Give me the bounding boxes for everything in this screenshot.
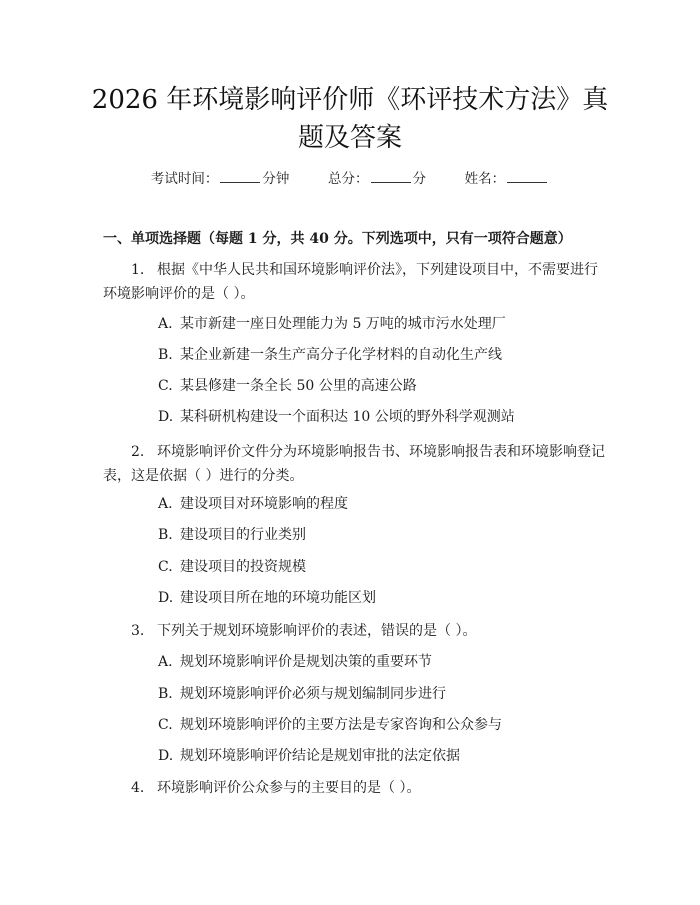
document-title-line-2: 题及答案 (297, 123, 402, 153)
exam-meta (0, 167, 700, 187)
question-text: 环境影响评价文件分为环境影响报告书、环境影响报告表和环境影响登记 (157, 444, 605, 460)
question-text-cont: 环境影响评价的是（ ）。 (103, 286, 255, 302)
question-4 (103, 776, 603, 800)
option-3b: B. 规划环境影响评价必须与规划编制同步进行 (158, 686, 446, 702)
question-text: 根据《中华人民共和国环境影响评价法》，下列建设项目中，不需要进行 (157, 262, 598, 278)
option-3d: D. 规划环境影响评价结论是规划审批的法定依据 (158, 748, 460, 764)
option-3c: C. 规划环境影响评价的主要方法是专家咨询和公众参与 (158, 717, 502, 733)
question-text: 下列关于规划环境影响评价的表述，错误的是（ ）。 (157, 623, 477, 639)
question-1 (103, 258, 603, 306)
question-number: 2. (131, 444, 145, 460)
option-3a: A. 规划环境影响评价是规划决策的重要环节 (158, 654, 432, 670)
document-title-line-1: 2026 年环境影响评价师《环评技术方法》真 (91, 85, 609, 115)
question-number: 4. (131, 780, 145, 796)
option-1b: B. 某企业新建一条生产高分子化学材料的自动化生产线 (158, 347, 502, 363)
question-3 (103, 619, 603, 643)
question-number: 3. (131, 623, 145, 639)
question-number: 1. (131, 262, 145, 278)
question-text: 环境影响评价公众参与的主要目的是（ ）。 (157, 780, 421, 796)
time-label: 考试时间： (150, 171, 219, 187)
score-label: 总分： (328, 171, 369, 187)
option-2a: A. 建设项目对环境影响的程度 (158, 496, 348, 512)
section-title: 一、单项选择题（每题 1 分，共 40 分。下列选项中，只有一项符合题意） (103, 231, 572, 247)
question-text-cont: 表，这是依据（ ）进行的分类。 (103, 468, 304, 484)
time-blank (220, 170, 260, 183)
option-1a: A. 某市新建一座日处理能力为 5 万吨的城市污水处理厂 (158, 316, 506, 332)
name-label: 姓名： (464, 171, 506, 187)
option-2b: B. 建设项目的行业类别 (158, 527, 306, 543)
question-2 (103, 440, 603, 488)
option-1d: D. 某科研机构建设一个面积达 10 公顷的野外科学观测站 (158, 409, 515, 425)
option-1c: C. 某县修建一条全长 50 公里的高速公路 (158, 378, 417, 394)
option-2c: C. 建设项目的投资规模 (158, 559, 306, 575)
score-unit: 分 (412, 171, 426, 187)
score-blank (371, 170, 411, 183)
name-blank (507, 170, 547, 183)
time-unit: 分钟 (262, 171, 290, 187)
option-2d: D. 建设项目所在地的环境功能区划 (158, 590, 376, 606)
